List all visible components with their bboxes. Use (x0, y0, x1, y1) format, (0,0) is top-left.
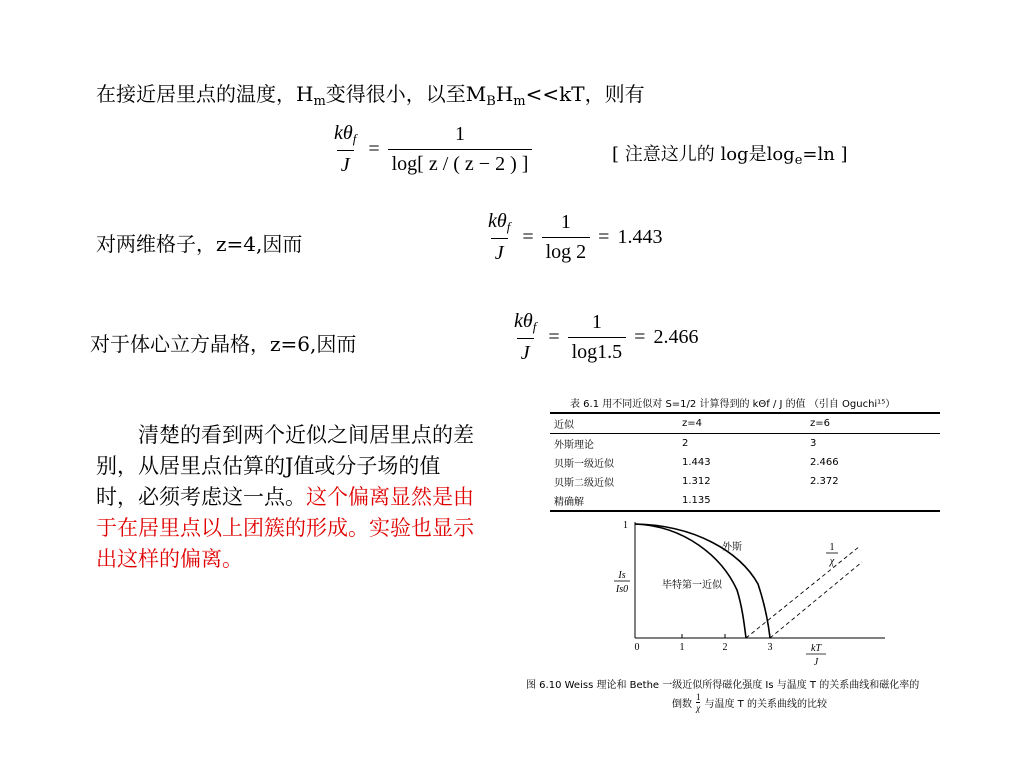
result-z6: 2.466 (653, 326, 699, 348)
formula-general: $\frac{k\theta_f}{J}$ = $\frac{1}{\log[ z / ( z - 2 ) ]}$ (330, 122, 532, 177)
table-header: z=4 (682, 418, 702, 429)
discussion-black: 清楚的看到两个近似之间居里点的差别，从居里点估算的J值或分子场的值时，必须考虑这一点。 (96, 423, 474, 509)
label-weiss: 外斯 (722, 542, 742, 553)
formula-z4: $\frac{k\theta_f}{J}$ = $\frac{1}{\log 2}$ = 1.443 (488, 210, 663, 264)
chi-inverse-line-bethe (746, 546, 860, 638)
table-row: 外斯理论 2 3 (554, 438, 817, 451)
table-row: 贝斯二级近似 1.312 2.372 (554, 476, 839, 489)
x-tick-label: 3 (767, 642, 773, 653)
square-lattice-line: 对两维格子，z=4,因而 (96, 232, 303, 256)
label-bethe: 毕特第一近似 (662, 580, 722, 591)
y-label-num: Is (618, 570, 626, 581)
table-row: 精确解 1.135 (554, 495, 711, 508)
figure-caption-line2: 倒数 1 χ 与温度 T 的关系曲线的比较 (672, 692, 827, 713)
x-tick-label: 2 (722, 642, 728, 653)
result-z4: 1.443 (617, 226, 663, 248)
y-label-den: Is0 (615, 584, 629, 595)
chi-inverse-line-weiss (770, 562, 862, 638)
x-label-num: kT (811, 643, 821, 654)
label-chi-num: 1 (829, 542, 835, 553)
table-row: 贝斯一级近似 1.443 2.466 (554, 457, 839, 470)
table-caption: 表 6.1 用不同近似对 S=1/2 计算得到的 kΘf / J 的值 （引自 Oguchi¹⁵） (570, 399, 896, 410)
discussion-red: 这个偏离显然是由于在居里点以上团簇的形成。实验也显示出这样的偏离。 (96, 485, 474, 571)
table-header: z=6 (810, 418, 830, 429)
log-note: [ 注意这儿的 log是$\log_e=\ln$ ] (612, 144, 848, 168)
figure-caption-line1: 图 6.10 Weiss 理论和 Bethe 一级近似所得磁化强度 Is 与温度 T 的关系曲线和磁化率的 (526, 680, 920, 691)
formula1-rhs: $\frac{1}{\log[ z / ( z - 2 ) ]}$ (388, 123, 533, 176)
magnetization-figure (600, 512, 890, 672)
intro-line: 在接近居里点的温度，$H_m$变得很小，以至$M_BH_m<<kT$，则有 (96, 82, 645, 109)
table-header-row (550, 413, 940, 434)
formula1-lhs: $\frac{k\theta_f}{J}$ (334, 122, 357, 176)
discussion-paragraph (96, 420, 476, 575)
table-header: 近似 (554, 420, 574, 431)
x-tick-label: 1 (679, 642, 685, 653)
x-label-den: J (813, 657, 819, 668)
x-tick-label: 0 (634, 642, 640, 653)
label-chi-den: χ (829, 556, 835, 567)
y-top-tick: 1 (623, 520, 628, 531)
formula-z6: $\frac{k\theta_f}{J}$ = $\frac{1}{\log 1.5}$ = 2.466 (514, 310, 699, 364)
table-6-1 (550, 412, 940, 512)
bcc-lattice-line: 对于体心立方晶格，z=6,因而 (90, 332, 357, 356)
